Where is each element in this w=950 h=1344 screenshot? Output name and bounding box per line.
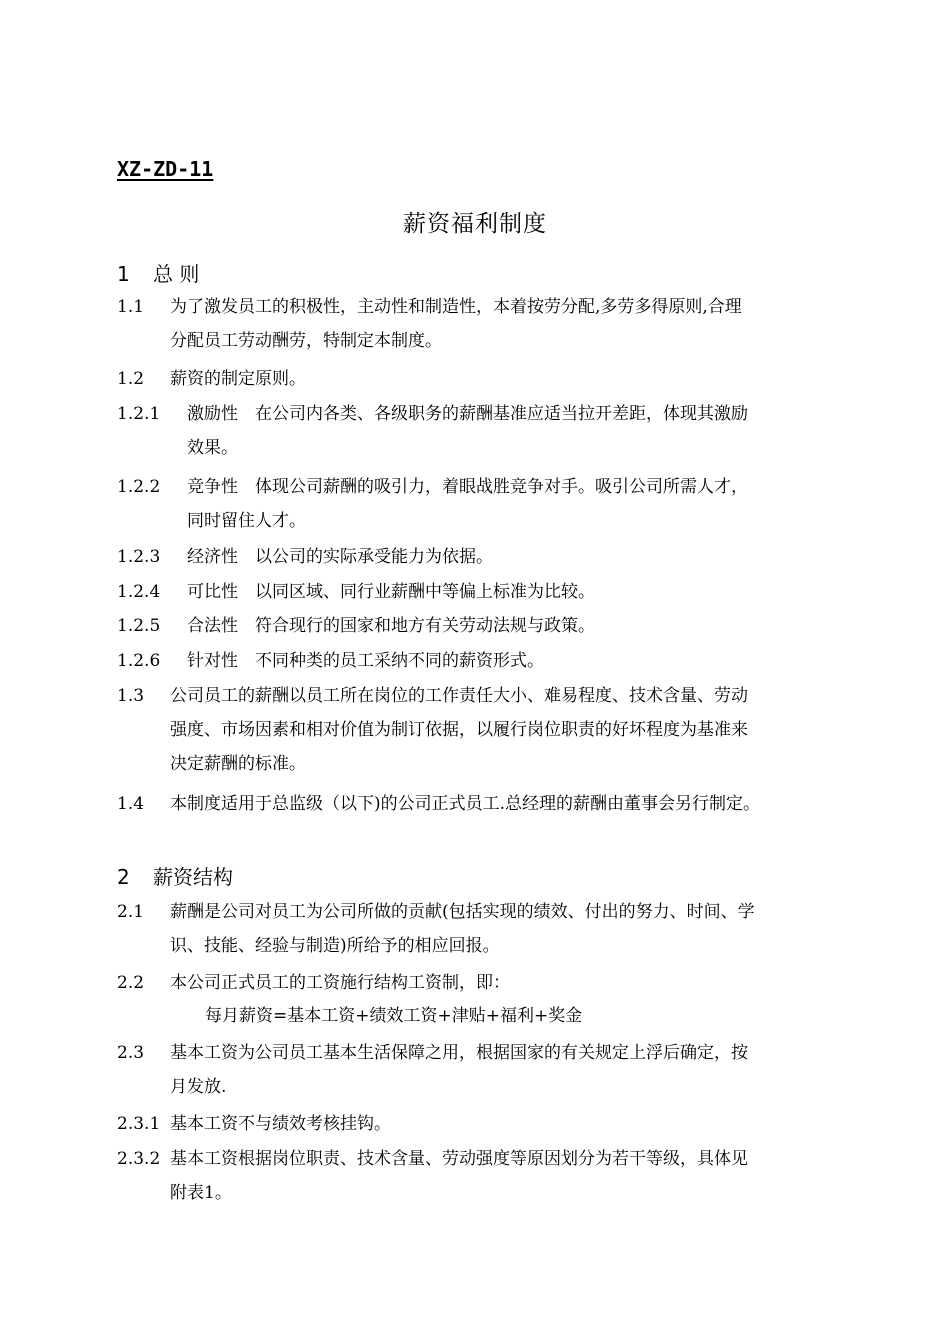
clause-2-1 [117, 895, 837, 963]
clause-number: 2.1 [117, 902, 145, 922]
clause-2-3-2 [117, 1142, 837, 1210]
clause-number: 1.2.2 [117, 477, 161, 497]
clause-number: 1.2.6 [117, 651, 161, 671]
clause-text: 本公司正式员工的工资施行结构工资制，即： [170, 973, 510, 993]
clause-1-3 [117, 679, 837, 781]
clause-text-cont: 分配员工劳动酬劳，特制定本制度。 [170, 331, 442, 351]
clause-number: 2.3.1 [117, 1114, 161, 1134]
clause-1-2-5 [117, 609, 837, 643]
clause-number: 2.2 [117, 973, 145, 993]
clause-2-3-1 [117, 1107, 837, 1141]
clause-number: 1.2.4 [117, 582, 161, 602]
clause-1-2 [117, 362, 837, 396]
clause-text-cont: 强度、市场因素和相对价值为制订依据，以履行岗位职责的好坏程度为基准来 [170, 720, 748, 740]
clause-text: 基本工资根据岗位职责、技术含量、劳动强度等原因划分为若干等级，具体见 [170, 1149, 748, 1169]
clause-text-cont: 月发放. [170, 1077, 227, 1097]
clause-text: 为了激发员工的积极性，主动性和制造性，本着按劳分配,多劳多得原则,合理 [170, 297, 742, 317]
clause-number: 2.3 [117, 1043, 145, 1063]
clause-text-cont: 决定薪酬的标准。 [170, 754, 306, 774]
clause-text: 合法性 符合现行的国家和地方有关劳动法规与政策。 [187, 616, 595, 636]
clause-1-2-2 [117, 470, 837, 538]
clause-number: 1.1 [117, 297, 145, 317]
clause-number: 1.2.3 [117, 547, 161, 567]
clause-text: 竞争性 体现公司薪酬的吸引力，着眼战胜竞争对手。吸引公司所需人才， [187, 477, 748, 497]
clause-text: 针对性 不同种类的员工采纳不同的薪资形式。 [187, 651, 544, 671]
section-title: 总 则 [153, 262, 200, 286]
section-2-heading [117, 861, 233, 890]
section-title: 薪资结构 [153, 865, 233, 889]
clause-number: 1.2 [117, 369, 145, 389]
section-number: 2 [117, 865, 130, 889]
clause-1-2-4 [117, 575, 837, 609]
clause-2-2 [117, 966, 837, 1000]
clause-number: 2.3.2 [117, 1149, 161, 1169]
clause-text: 经济性 以公司的实际承受能力为依据。 [187, 547, 493, 567]
document-title: 薪资福利制度 [403, 211, 547, 237]
clause-text: 薪资的制定原则。 [170, 369, 306, 389]
clause-text: 基本工资不与绩效考核挂钩。 [170, 1114, 391, 1134]
document-code: XZ-ZD-11 [117, 157, 214, 181]
section-1-heading [117, 258, 199, 287]
clause-text-cont: 附表1。 [170, 1183, 232, 1203]
clause-1-1 [117, 290, 837, 358]
clause-text-cont: 同时留住人才。 [187, 511, 306, 531]
clause-text: 公司员工的薪酬以员工所在岗位的工作责任大小、难易程度、技术含量、劳动 [170, 686, 748, 706]
clause-number: 1.2.1 [117, 404, 161, 424]
clause-text: 薪酬是公司对员工为公司所做的贡献(包括实现的绩效、付出的努力、时间、学 [170, 902, 755, 922]
section-number: 1 [117, 262, 130, 286]
clause-number: 1.4 [117, 794, 145, 814]
clause-1-2-1 [117, 397, 837, 465]
clause-2-3 [117, 1036, 837, 1104]
clause-text: 可比性 以同区域、同行业薪酬中等偏上标准为比较。 [187, 582, 595, 602]
salary-formula: 每月薪资=基本工资+绩效工资+津贴+福利+奖金 [205, 1006, 583, 1026]
clause-text: 基本工资为公司员工基本生活保障之用，根据国家的有关规定上浮后确定，按 [170, 1043, 748, 1063]
clause-1-2-3 [117, 540, 837, 574]
clause-text-cont: 识、技能、经验与制造)所给予的相应回报。 [170, 936, 500, 956]
clause-text: 激励性 在公司内各类、各级职务的薪酬基准应适当拉开差距，体现其激励 [187, 404, 748, 424]
clause-1-4 [117, 787, 837, 821]
clause-text-cont: 效果。 [187, 438, 238, 458]
clause-number: 1.2.5 [117, 616, 161, 636]
clause-1-2-6 [117, 644, 837, 678]
clause-text: 本制度适用于总监级（以下)的公司正式员工.总经理的薪酬由董事会另行制定。 [170, 794, 761, 814]
clause-number: 1.3 [117, 686, 145, 706]
